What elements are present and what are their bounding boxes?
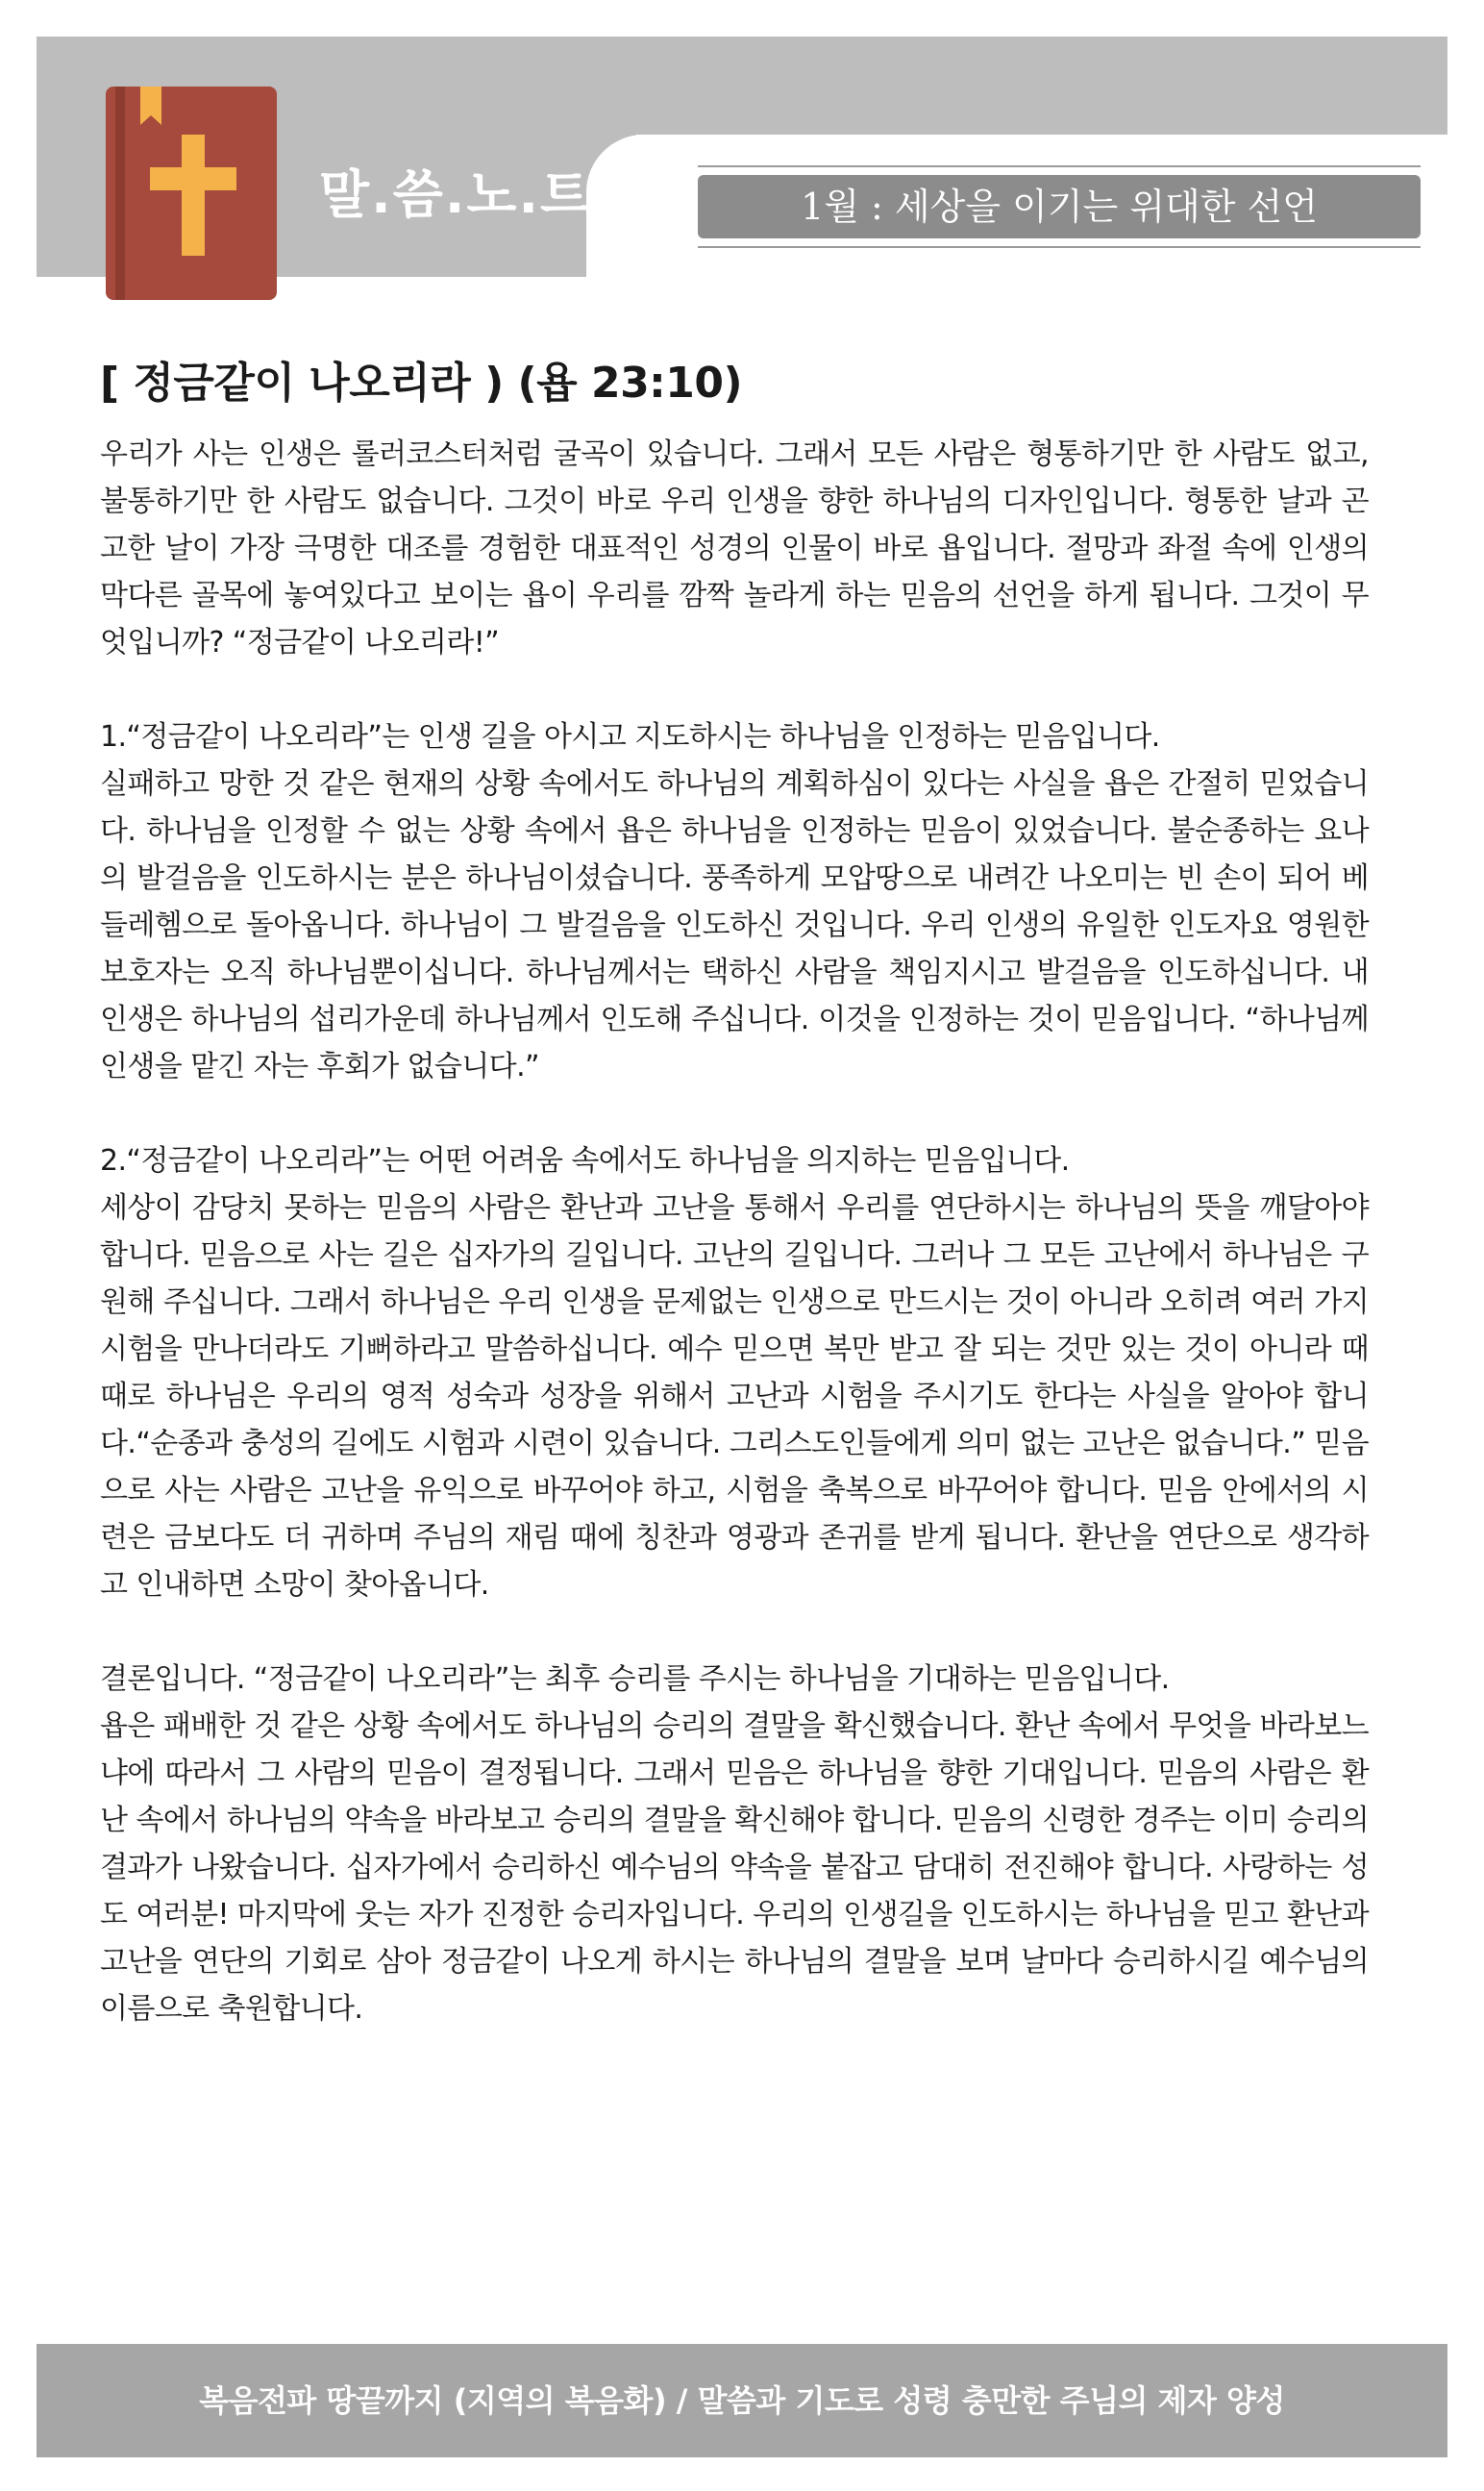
article-body	[100, 348, 1369, 2032]
pill-top-rule	[698, 165, 1421, 167]
footer-mission-statement: 복음전파 땅끝까지 (지역의 복음화) / 말씀과 기도로 성령 충만한 주님의 제자 양성	[37, 2344, 1447, 2457]
month-theme-label: 1월 : 세상을 이기는 위대한 선언	[698, 175, 1421, 238]
conclusion-paragraph: 욥은 패배한 것 같은 상황 속에서도 하나님의 승리의 결말을 확신했습니다. 환난 속에서 무엇을 바라보느냐에 따라서 그 사람의 믿음이 결정됩니다. 그래서 믿음은 하나님을 향한 기대입니다. 믿음의 사람은 환난 속에서 하나님의 약속을 바라보고 승리의 결말을 확신해야 합니다. 믿음의 신령한 경주는 이미 승리의 결과가 나왔습니다. 십자가에서 승리하신 예수님의 약속을 붙잡고 담대히 전진해야 합니다. 사랑하는 성도 여러분! 마지막에 웃는 자가 진정한 승리자입니다. 우리의 인생길을 인도하시는 하나님을 믿고 환난과 고난을 연단의 기회로 삼아 정금같이 나오게 하시는 하나님의 결말을 보며 날마다 승리하시길 예수님의 이름으로 축원합니다.	[100, 1709, 1369, 2026]
scripture-title: [ 정금같이 나오리라 ) (욥 23:10)	[100, 359, 743, 408]
page-title: 말.씀.노.트	[319, 164, 593, 225]
point-1-paragraph: 실패하고 망한 것 같은 현재의 상황 속에서도 하나님의 계획하심이 있다는 사실을 욥은 간절히 믿었습니다. 하나님을 인정할 수 없는 상황 속에서 욥은 하나님을 인정하는 믿음이 있었습니다. 불순종하는 요나의 발걸음을 인도하시는 분은 하나님이셨습니다. 풍족하게 모압땅으로 내려간 나오미는 빈 손이 되어 베들레헴으로 돌아옵니다. 하나님이 그 발걸음을 인도하신 것입니다. 우리 인생의 유일한 인도자요 영원한 보호자는 오직 하나님뿐이십니다. 하나님께서는 택하신 사람을 책임지시고 발걸음을 인도하십니다. 내 인생은 하나님의 섭리가운데 하나님께서 인도해 주십니다. 이것을 인정하는 것이 믿음입니다. “하나님께 인생을 맡긴 자는 후회가 없습니다.”	[100, 767, 1369, 1084]
conclusion-heading: 결론입니다. “정금같이 나오리라”는 최후 승리를 주시는 하나님을 기대하는 믿음입니다.	[100, 1662, 1170, 1696]
intro-paragraph: 우리가 사는 인생은 롤러코스터처럼 굴곡이 있습니다. 그래서 모든 사람은 형통하기만 한 사람도 없고, 불통하기만 한 사람도 없습니다. 그것이 바로 우리 인생을 향한 하나님의 디자인입니다. 형통한 날과 곤고한 날이 가장 극명한 대조를 경험한 대표적인 성경의 인물이 바로 욥입니다. 절망과 좌절 속에 인생의 막다른 골목에 놓여있다고 보이는 욥이 우리를 깜짝 놀라게 하는 믿음의 선언을 하게 됩니다. 그것이 무엇입니까? “정금같이 나오리라!”	[100, 437, 1369, 660]
bible-cross-icon	[106, 87, 277, 300]
point-2-paragraph: 세상이 감당치 못하는 믿음의 사람은 환난과 고난을 통해서 우리를 연단하시는 하나님의 뜻을 깨달아야 합니다. 믿음으로 사는 길은 십자가의 길입니다. 고난의 길입니다. 그러나 그 모든 고난에서 하나님은 구원해 주십니다. 그래서 하나님은 우리 인생을 문제없는 인생으로 만드시는 것이 아니라 오히려 여러 가지 시험을 만나더라도 기뻐하라고 말씀하십니다. 예수 믿으면 복만 받고 잘 되는 것만 있는 것이 아니라 때때로 하나님은 우리의 영적 성숙과 성장을 위해서 고난과 시험을 주시기도 한다는 사실을 알아야 합니다.“순종과 충성의 길에도 시험과 시련이 있습니다. 그리스도인들에게 의미 없는 고난은 없습니다.” 믿음으로 사는 사람은 고난을 유익으로 바꾸어야 하고, 시험을 축복으로 바꾸어야 합니다. 믿음 안에서의 시련은 금보다도 더 귀하며 주님의 재림 때에 칭찬과 영광과 존귀를 받게 됩니다. 환난을 연단으로 생각하고 인내하면 소망이 찾아옵니다.	[100, 1191, 1369, 1602]
pill-bottom-rule	[698, 246, 1421, 248]
point-1-heading: 1.“정금같이 나오리라”는 인생 길을 아시고 지도하시는 하나님을 인정하는 믿음입니다.	[100, 720, 1160, 754]
paragraph-gap	[100, 1608, 1369, 1656]
paragraph-gap	[100, 1090, 1369, 1137]
point-2-heading: 2.“정금같이 나오리라”는 어떤 어려움 속에서도 하나님을 의지하는 믿음입니다.	[100, 1144, 1070, 1178]
paragraph-gap	[100, 666, 1369, 713]
